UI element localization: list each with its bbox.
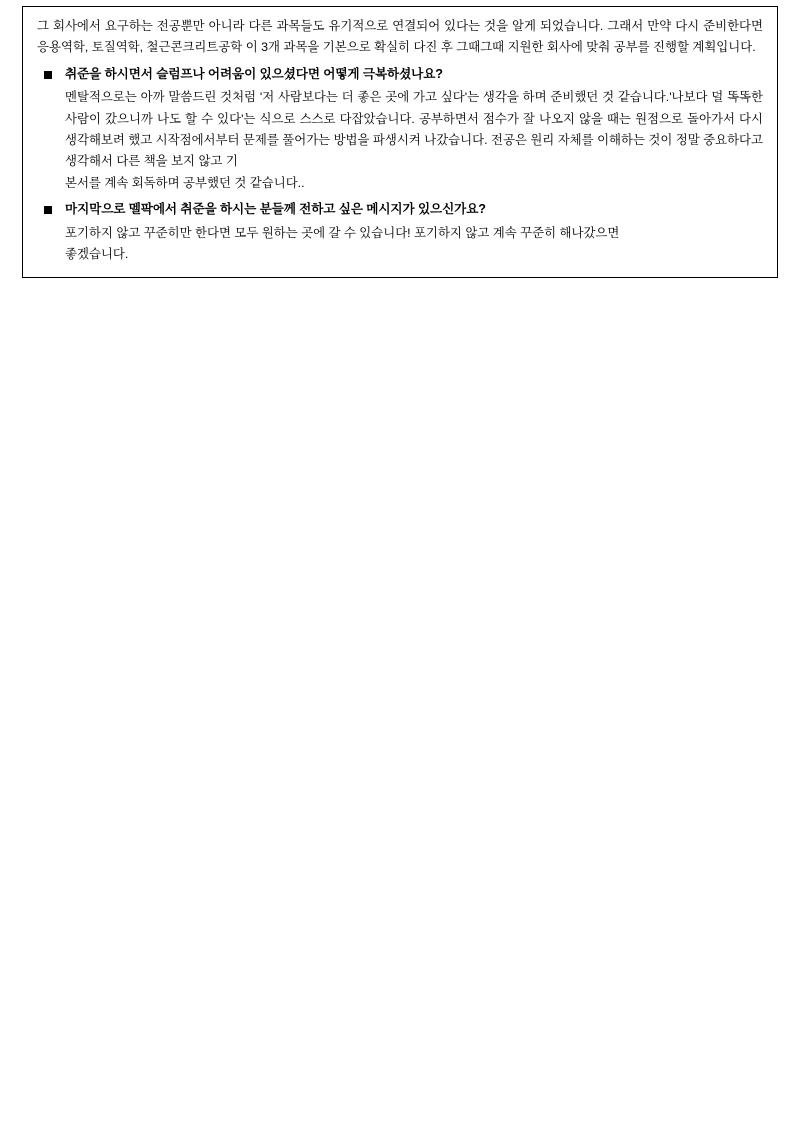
- question-item-2: [37, 199, 763, 221]
- intro-paragraph: 그 회사에서 요구하는 전공뿐만 아니라 다른 과목들도 유기적으로 연결되어 있다는 것을 알게 되었습니다. 그래서 만약 다시 준비한다면 응용역학, 토질역학, 철근콘크리트공학 이 3개 과목을 기본으로 확실히 다진 후 그때그때 지원한 회사에 맞춰 공부를 진행할 계획입니다.: [37, 19, 763, 55]
- bordered-content-box: [22, 6, 778, 278]
- answer-paragraph-2-tail: 좋겠습니다.: [65, 246, 129, 261]
- question-text-1: 취준을 하시면서 슬럼프나 어려움이 있으셨다면 어떻게 극복하셨나요?: [65, 66, 443, 81]
- square-bullet-icon: [44, 71, 52, 79]
- answer-block-2: [37, 223, 763, 266]
- answer-paragraph-1: 멘탈적으로는 아까 말씀드린 것처럼 '저 사람보다는 더 좋은 곳에 가고 싶다'는 생각을 하며 준비했던 것 같습니다.'나보다 덜 똑똑한 사람이 갔으니까 나도 할 수 있다'는 식으로 스스로 다잡았습니다. 공부하면서 점수가 잘 나오지 않을 때는 원점으로 돌아가서 다시 생각해보려 했고 시작점에서부터 문제를 풀어가는 방법을 파생시켜 나갔습니다. 전공은 원리 자체를 이해하는 것이 정말 중요하다고 생각해서 다른 책을 보지 않고 기: [65, 90, 763, 169]
- answer-paragraph-1-tail: 본서를 계속 회독하며 공부했던 것 같습니다..: [65, 175, 305, 190]
- square-bullet-icon: [44, 206, 52, 214]
- answer-paragraph-2: 포기하지 않고 꾸준히만 한다면 모두 원하는 곳에 갈 수 있습니다! 포기하지 않고 계속 꾸준히 해나갔으면: [65, 225, 620, 240]
- answer-block-1: [37, 87, 763, 194]
- question-item-1: [37, 64, 763, 86]
- question-text-2: 마지막으로 멜팍에서 취준을 하시는 분들께 전하고 싶은 메시지가 있으신가요?: [65, 201, 486, 216]
